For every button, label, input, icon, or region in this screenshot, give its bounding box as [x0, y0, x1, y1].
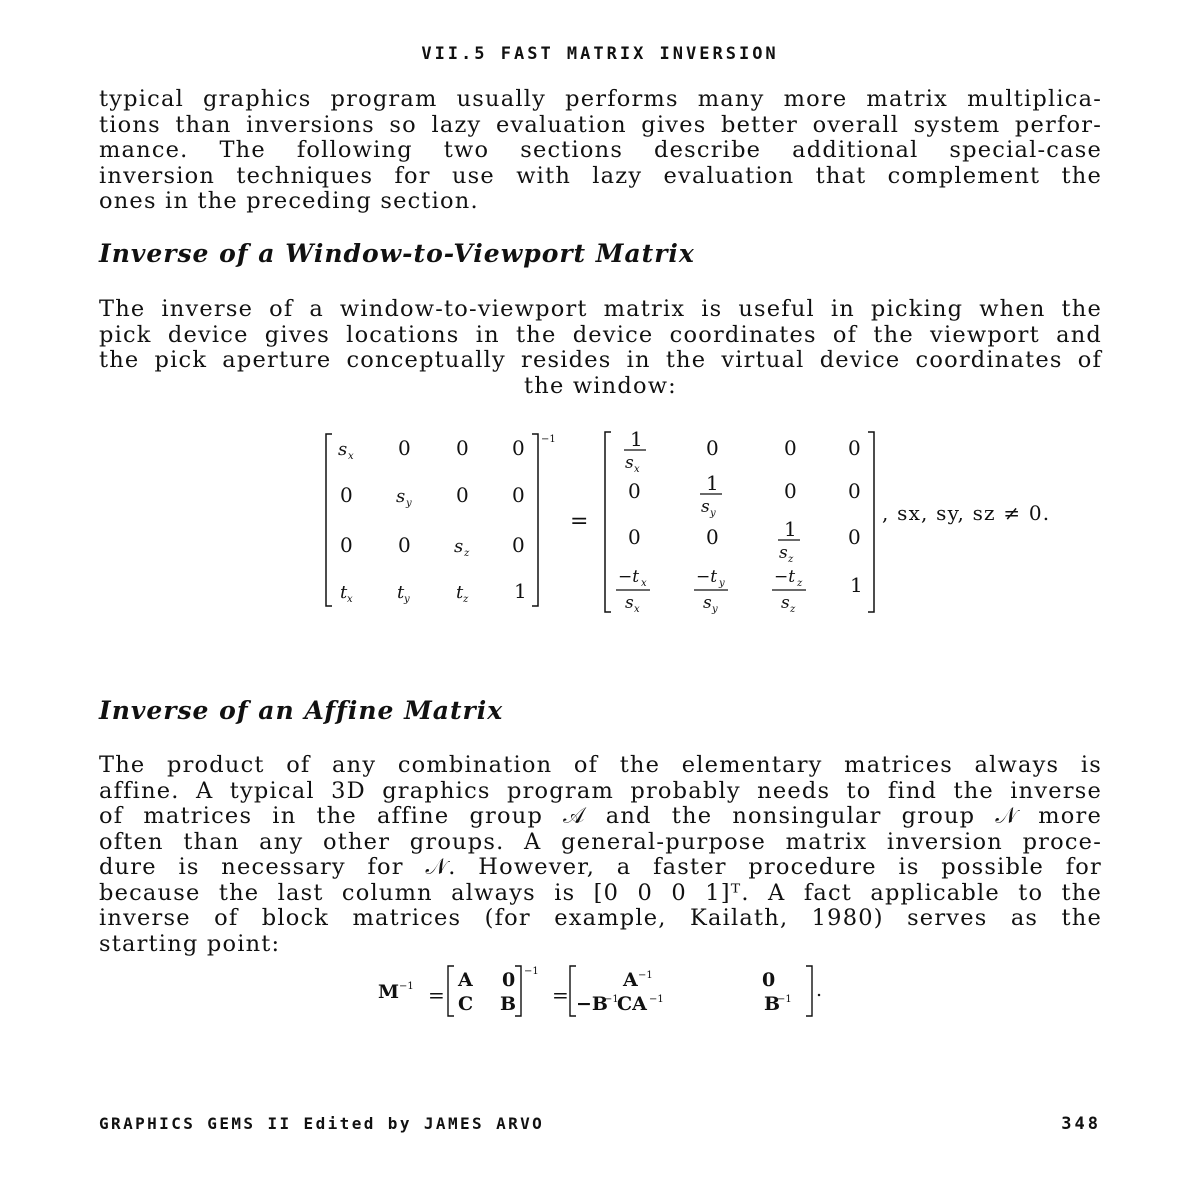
rhs-zero: 0 [628, 525, 641, 549]
svg-text:y: y [710, 508, 716, 519]
equals-sign: = [570, 509, 589, 534]
svg-text:−1: −1 [399, 981, 414, 992]
svg-text:CA: CA [617, 993, 647, 1015]
lhs-s-z: s [454, 536, 464, 557]
lhs-s-x: s [338, 439, 348, 460]
svg-text:z: z [788, 554, 794, 565]
lhs-s-y: s [396, 486, 406, 507]
rhs-s: s [625, 593, 634, 613]
rhs-zero: 0 [706, 436, 719, 460]
text-line: inversion techniques for use with lazy evaluation that complement the [99, 162, 1102, 189]
rhs-one: 1 [706, 471, 719, 495]
nonzero-condition: , sx, sy, sz ≠ 0. [882, 501, 1051, 525]
text-line: ones in the preceding section. [99, 188, 479, 214]
section1-paragraph [99, 297, 1102, 399]
equals-sign: = [552, 983, 569, 1007]
section-heading-window-to-viewport: Inverse of a Window-to-Viewport Matrix [99, 239, 695, 268]
rhs-zero: 0 [784, 479, 797, 503]
sub-z: z [464, 548, 470, 559]
svg-text:.: . [816, 979, 823, 1001]
rhs-zero: 0 [848, 525, 861, 549]
svg-text:−B: −B [576, 993, 608, 1015]
svg-text:−1: −1 [604, 994, 619, 1005]
text-line: affine. A typical 3D graphics program probably needs to find the inverse [99, 777, 1102, 804]
rhs-s: s [625, 453, 634, 473]
section2-paragraph [99, 753, 1102, 957]
lhs-cell: 0 [456, 436, 469, 460]
lhs-cell: 1 [514, 579, 527, 603]
text-line: mance. The following two sections describe additional special-case [99, 137, 1102, 163]
text-line: because the last column always is [0 0 0 1]ᵀ. A fact applicable to the [99, 879, 1102, 906]
rhs-neg-t: −t [774, 567, 796, 587]
svg-text:B: B [500, 993, 517, 1015]
sub-y: y [406, 498, 412, 509]
svg-text:−1: −1 [638, 970, 653, 981]
svg-text:0: 0 [502, 969, 516, 991]
svg-text:x: x [634, 464, 640, 475]
lhs-cell: 0 [456, 483, 469, 507]
lhs-right-bracket [532, 434, 538, 606]
window-viewport-equation [300, 420, 1120, 625]
svg-text:C: C [458, 993, 474, 1015]
svg-text:x: x [634, 604, 640, 615]
rhs-zero: 0 [848, 436, 861, 460]
rhs-one: 1 [850, 573, 863, 597]
rhs-s: s [703, 593, 712, 613]
lhs-cell: 0 [512, 533, 525, 557]
text-line: The product of any combination of the elementary matrices always is [99, 752, 1102, 778]
text-line: The inverse of a window-to-viewport matrix is useful in picking when the [99, 296, 1102, 322]
lhs-left-bracket [326, 434, 332, 606]
sub-z: z [463, 594, 469, 605]
lhs-cell: 0 [398, 436, 411, 460]
running-head: VII.5 FAST MATRIX INVERSION [421, 44, 779, 64]
inverse-exponent: −1 [541, 434, 556, 445]
lhs-cell: 0 [340, 533, 353, 557]
text-line: the pick aperture conceptually resides in the virtual device coordinates of [99, 347, 1102, 373]
rhs-left-bracket [605, 432, 611, 612]
text-line: tions than inversions so lazy evaluation gives better overall system perfor- [99, 111, 1102, 138]
svg-text:−1: −1 [524, 966, 539, 977]
M-symbol: M [378, 981, 400, 1003]
text-line: the window: [524, 372, 677, 399]
text-line: of matrices in the affine group 𝒜 and the nonsingular group 𝒩 more [99, 803, 1102, 829]
svg-text:B: B [764, 993, 781, 1015]
sub-y: y [404, 594, 410, 605]
svg-text:−1: −1 [649, 994, 664, 1005]
svg-text:y: y [719, 578, 725, 589]
rhs-s: s [779, 543, 788, 563]
rhs-zero: 0 [784, 436, 797, 460]
section-heading-affine-matrix: Inverse of an Affine Matrix [99, 696, 504, 725]
rhs-zero: 0 [848, 479, 861, 503]
svg-text:y: y [712, 604, 718, 615]
equals-sign: = [428, 983, 445, 1007]
sub-x: x [348, 451, 354, 462]
rhs-one: 1 [630, 427, 643, 451]
rhs-neg-t: −t [696, 567, 718, 587]
text-line: starting point: [99, 930, 281, 957]
rhs-s: s [781, 593, 790, 613]
footer-book-title: GRAPHICS GEMS II Edited by JAMES ARVO [99, 1114, 545, 1133]
block-matrix-equation [370, 962, 840, 1024]
page-number: 348 [1061, 1114, 1101, 1134]
svg-text:A: A [623, 969, 638, 991]
text-line: dure is necessary for 𝒩. However, a faster procedure is possible for [99, 854, 1102, 880]
rhs-zero: 0 [628, 479, 641, 503]
rhs-one: 1 [784, 517, 797, 541]
rhs-right-bracket [868, 432, 874, 612]
lhs-cell: 0 [512, 436, 525, 460]
lhs-t-x: t [340, 582, 348, 603]
lhs-cell: 0 [512, 483, 525, 507]
lhs-cell: 0 [398, 533, 411, 557]
svg-text:A: A [458, 969, 473, 991]
svg-text:0: 0 [762, 969, 776, 991]
svg-text:−1: −1 [777, 994, 792, 1005]
svg-text:z: z [797, 578, 803, 589]
svg-text:z: z [790, 604, 796, 615]
text-line: pick device gives locations in the device coordinates of the viewport and [99, 321, 1102, 348]
sub-x: x [347, 594, 353, 605]
text-line: often than any other groups. A general-purpose matrix inversion proce- [99, 828, 1102, 855]
rhs-s: s [701, 497, 710, 517]
lhs-t-z: t [456, 582, 464, 603]
svg-text:x: x [641, 578, 647, 589]
lhs-cell: 0 [340, 483, 353, 507]
lhs-t-y: t [397, 582, 405, 603]
intro-paragraph [99, 87, 1102, 215]
rhs-zero: 0 [706, 525, 719, 549]
rhs-neg-t: −t [618, 567, 640, 587]
text-line: inverse of block matrices (for example, Kailath, 1980) serves as the [99, 905, 1102, 931]
text-line: typical graphics program usually performs many more matrix multiplica- [99, 86, 1102, 112]
